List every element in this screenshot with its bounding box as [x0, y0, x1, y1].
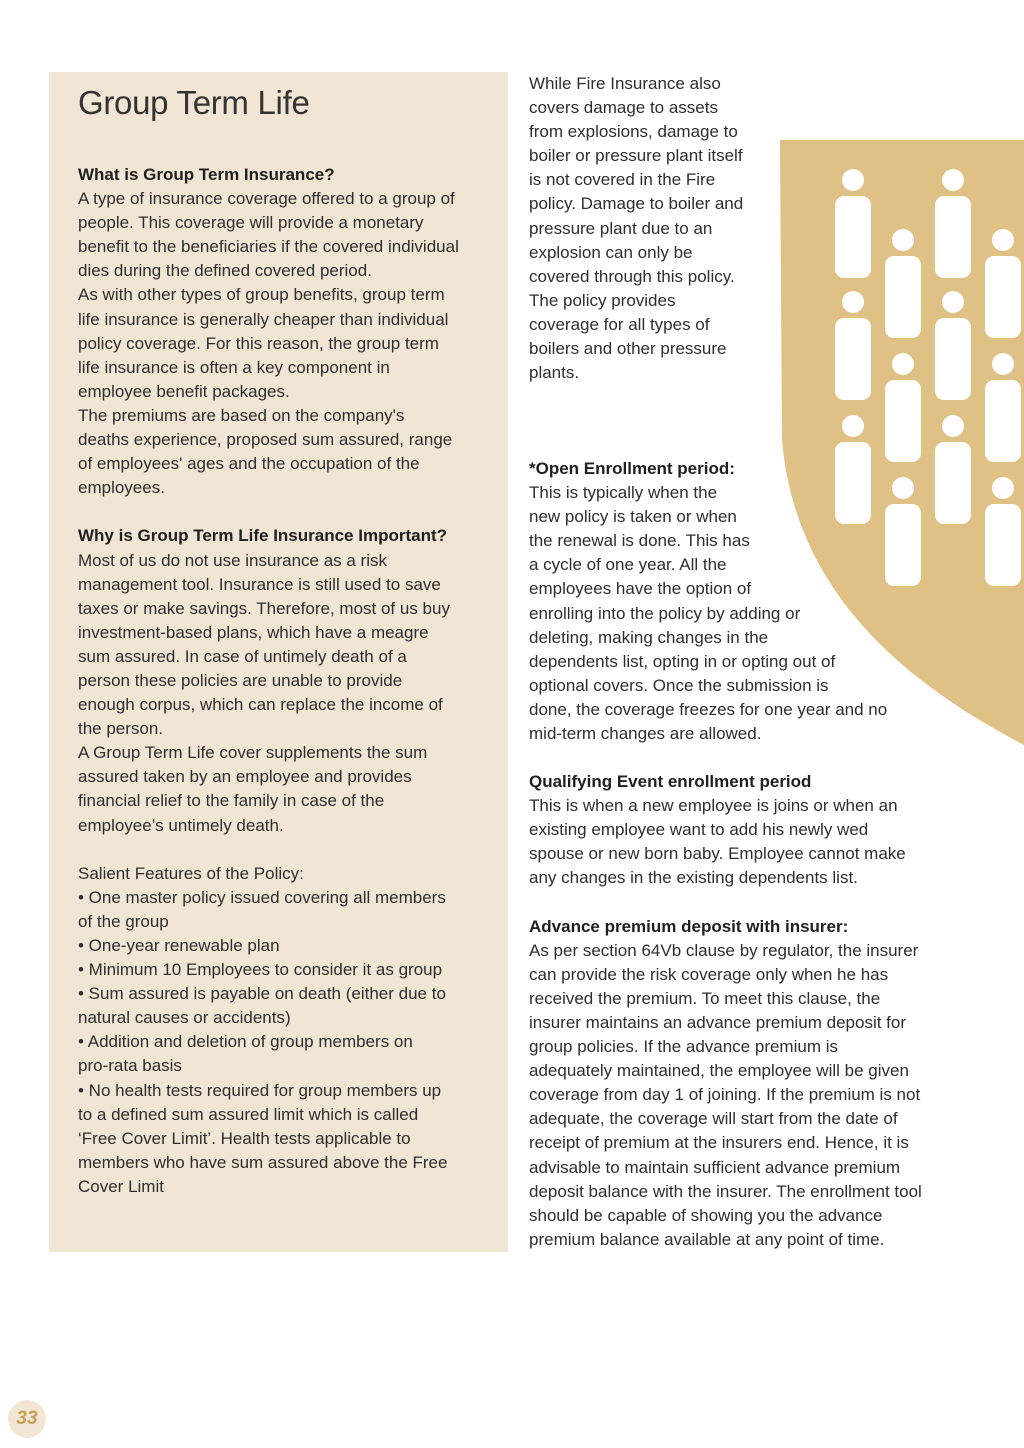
- text-line: • No health tests required for group members up: [78, 1080, 442, 1100]
- text-line: • Minimum 10 Employees to consider it as group: [78, 960, 443, 980]
- fire-insurance-note: [529, 72, 769, 385]
- open-enrollment-section: [529, 457, 949, 746]
- page-number: 33: [8, 1400, 46, 1438]
- paragraph: [529, 481, 949, 746]
- page-title: Group Term Life: [78, 84, 310, 121]
- text-line: from explosions, damage to: [529, 122, 738, 142]
- text-line: spouse or new born baby. Employee cannot make: [529, 844, 906, 864]
- text-line: • One-year renewable plan: [78, 936, 280, 955]
- text-line: boiler or pressure plant itself: [529, 146, 743, 166]
- features-list: [78, 862, 494, 1199]
- text-line: person these policies are unable to provide: [78, 670, 403, 690]
- text-line: ‘Free Cover Limit’. Health tests applicable to: [78, 1128, 411, 1148]
- section-heading: Advance premium deposit with insurer:: [529, 916, 849, 936]
- text-line: group policies. If the advance premium is: [529, 1037, 838, 1057]
- text-line: members who have sum assured above the Free: [78, 1152, 448, 1172]
- text-line: • Addition and deletion of group members on: [78, 1032, 413, 1052]
- text-line: taxes or make savings. Therefore, most of us buy: [78, 598, 450, 618]
- text-line: dependents list, opting in or opting out of: [529, 651, 836, 671]
- text-line: pro-rata basis: [78, 1056, 182, 1076]
- paragraph: [78, 187, 494, 500]
- text-line: covered through this policy.: [529, 266, 735, 286]
- text-line: • Sum assured is payable on death (either due to: [78, 984, 446, 1004]
- text-line: mid-term changes are allowed.: [529, 724, 762, 744]
- text-line: life insurance is generally cheaper than individual: [78, 309, 449, 329]
- text-line: • One master policy issued covering all members: [78, 887, 446, 907]
- text-line: receipt of premium at the insurers end. Hence, it is: [529, 1133, 909, 1153]
- text-line: employees have the option of: [529, 579, 752, 599]
- text-line: should be capable of showing you the advance: [529, 1205, 883, 1225]
- section-heading: *Open Enrollment period:: [529, 459, 735, 478]
- text-line: investment-based plans, which have a meagre: [78, 622, 429, 642]
- text-line: The policy provides: [529, 290, 676, 310]
- text-line: This is typically when the: [529, 483, 718, 503]
- text-line: As with other types of group benefits, group term: [78, 285, 445, 305]
- text-line: covers damage to assets: [529, 98, 718, 118]
- text-line: coverage from day 1 of joining. If the premium is not: [529, 1085, 921, 1105]
- text-line: employee’s untimely death.: [78, 815, 284, 835]
- text-line: deposit balance with the insurer. The enrollment tool: [529, 1181, 922, 1201]
- text-line: insurer maintains an advance premium deposit for: [529, 1012, 907, 1032]
- text-line: a cycle of one year. All the: [529, 555, 727, 575]
- paragraph: [529, 794, 959, 890]
- text-line: policy coverage. For this reason, the group term: [78, 333, 439, 353]
- text-line: natural causes or accidents): [78, 1008, 291, 1028]
- text-line: of the group: [78, 911, 169, 931]
- paragraph: [78, 549, 494, 838]
- text-line: Most of us do not use insurance as a risk: [78, 550, 387, 570]
- text-line: This is when a new employee is joins or when an: [529, 796, 898, 816]
- text-line: A type of insurance coverage offered to a group of: [78, 189, 455, 209]
- text-line: can provide the risk coverage only when he has: [529, 964, 889, 984]
- text-line: coverage for all types of: [529, 314, 710, 334]
- text-line: enrolling into the policy by adding or: [529, 603, 801, 623]
- text-line: employees.: [78, 478, 165, 498]
- text-line: Salient Features of the Policy:: [78, 863, 304, 883]
- text-line: deaths experience, proposed sum assured, range: [78, 430, 453, 450]
- text-line: received the premium. To meet this clause, the: [529, 988, 881, 1008]
- text-line: life insurance is often a key component in: [78, 357, 390, 377]
- text-line: policy. Damage to boiler and: [529, 194, 744, 214]
- text-line: dies during the defined covered period.: [78, 261, 372, 281]
- text-line: Cover Limit: [78, 1176, 164, 1196]
- text-line: boilers and other pressure: [529, 339, 727, 359]
- text-line: As per section 64Vb clause by regulator, the insurer: [529, 940, 919, 960]
- text-line: done, the coverage freezes for one year and no: [529, 699, 888, 719]
- text-line: new policy is taken or when: [529, 507, 737, 527]
- section-heading: Why is Group Term Life Insurance Important?: [78, 526, 448, 546]
- text-line: advisable to maintain sufficient advance premium: [529, 1157, 901, 1177]
- text-line: assured taken by an employee and provides: [78, 767, 412, 787]
- text-line: pressure plant due to an: [529, 218, 713, 238]
- text-line: of employees' ages and the occupation of the: [78, 454, 420, 474]
- text-line: is not covered in the Fire: [529, 170, 716, 190]
- text-line: adequately maintained, the employee will be given: [529, 1061, 909, 1081]
- text-line: The premiums are based on the company's: [78, 405, 405, 425]
- text-line: plants.: [529, 363, 580, 383]
- text-line: to a defined sum assured limit which is called: [78, 1104, 419, 1124]
- right-lower-sections: [529, 770, 959, 1252]
- text-line: employee benefit packages.: [78, 381, 290, 401]
- text-line: optional covers. Once the submission is: [529, 675, 829, 695]
- text-line: explosion can only be: [529, 242, 693, 262]
- left-column: [78, 163, 494, 1199]
- paragraph: [529, 72, 769, 385]
- text-line: A Group Term Life cover supplements the sum: [78, 743, 428, 763]
- text-line: management tool. Insurance is still used to save: [78, 574, 441, 594]
- text-line: While Fire Insurance also: [529, 74, 721, 93]
- section-heading: Qualifying Event enrollment period: [529, 772, 812, 791]
- text-line: any changes in the existing dependents list.: [529, 868, 858, 888]
- text-line: benefit to the beneficiaries if the covered individual: [78, 237, 459, 257]
- text-line: adequate, the coverage will start from the date of: [529, 1109, 898, 1129]
- text-line: deleting, making changes in the: [529, 627, 769, 647]
- text-line: sum assured. In case of untimely death of a: [78, 646, 407, 666]
- text-line: people. This coverage will provide a monetary: [78, 213, 424, 233]
- text-line: premium balance available at any point of time.: [529, 1229, 885, 1249]
- paragraph: [529, 939, 959, 1252]
- text-line: enough corpus, which can replace the income of: [78, 695, 443, 715]
- section-heading: What is Group Term Insurance?: [78, 165, 335, 184]
- text-line: the person.: [78, 719, 164, 739]
- text-line: financial relief to the family in case of the: [78, 791, 385, 811]
- text-line: the renewal is done. This has: [529, 531, 750, 551]
- text-line: existing employee want to add his newly wed: [529, 820, 869, 840]
